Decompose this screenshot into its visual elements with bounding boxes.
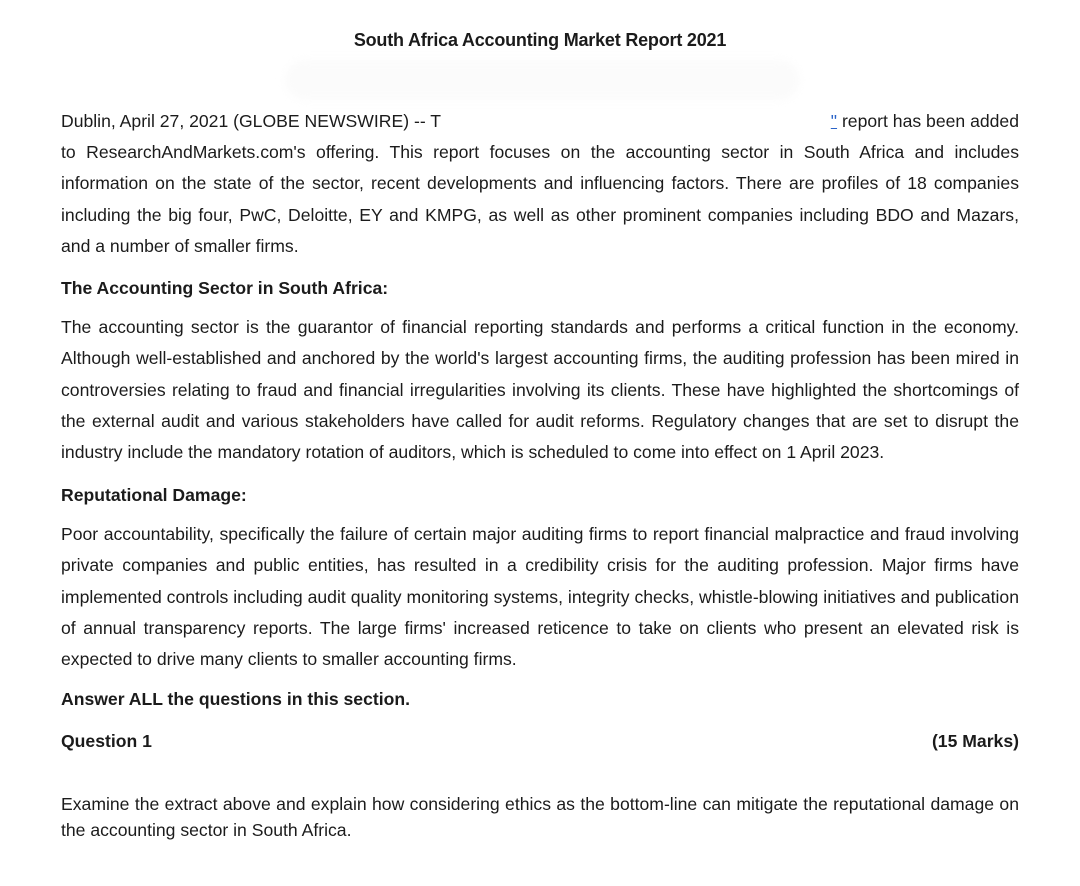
section1-heading: The Accounting Sector in South Africa: xyxy=(61,278,389,298)
intro-lead-tail xyxy=(831,106,1019,137)
intro-link-fragment[interactable]: " xyxy=(830,111,838,131)
redacted-area xyxy=(285,60,800,100)
question-marks: (15 Marks) xyxy=(931,731,1019,751)
section2-heading: Reputational Damage: xyxy=(61,485,247,505)
document-title: South Africa Accounting Market Report 2021 xyxy=(353,30,727,50)
question-text: Examine the extract above and explain how considering ethics as the bottom-line can mitigate the reputational damage on the accounting sector in South Africa. xyxy=(61,794,1019,840)
intro-lead: Dublin, April 27, 2021 (GLOBE NEWSWIRE) -- T xyxy=(61,111,442,131)
section2-body: Poor accountability, specifically the failure of certain major auditing firms to report financial malpractice and fraud involving private companies and public entities, has resulted in a credibility crisis for the auditing profession. Major firms have implemented controls including audit quality monitoring systems, integrity checks, whistle-blowing initiatives and publication of annual transparency reports. The large firms' increased reticence to take on clients who present an elevated risk is expected to drive many clients to smaller accounting firms. xyxy=(61,524,1019,670)
intro-first-line xyxy=(61,106,1019,137)
question-label: Question 1 xyxy=(61,731,152,751)
section1-body: The accounting sector is the guarantor of financial reporting standards and performs a critical function in the economy. Although well-established and anchored by the world's largest accounting firms, the auditing profession has been mired in controversies relating to fraud and financial irregularities involving its clients. These have highlighted the shortcomings of the external audit and various stakeholders have called for audit reforms. Regulatory changes that are set to disrupt the industry include the mandatory rotation of auditors, which is scheduled to come into effect on 1 April 2023. xyxy=(61,317,1019,463)
intro-lead-tail-text: report has been added xyxy=(841,111,1019,131)
intro-paragraph: to ResearchAndMarkets.com's offering. This report focuses on the accounting sector in South Africa and includes information on the state of the sector, recent developments and influencing factors. There are profiles of 18 companies including the big four, PwC, Deloitte, EY and KMPG, as well as other prominent companies including BDO and Mazars, and a number of smaller firms. xyxy=(61,142,1019,256)
instruction-text: Answer ALL the questions in this section. xyxy=(61,689,410,709)
